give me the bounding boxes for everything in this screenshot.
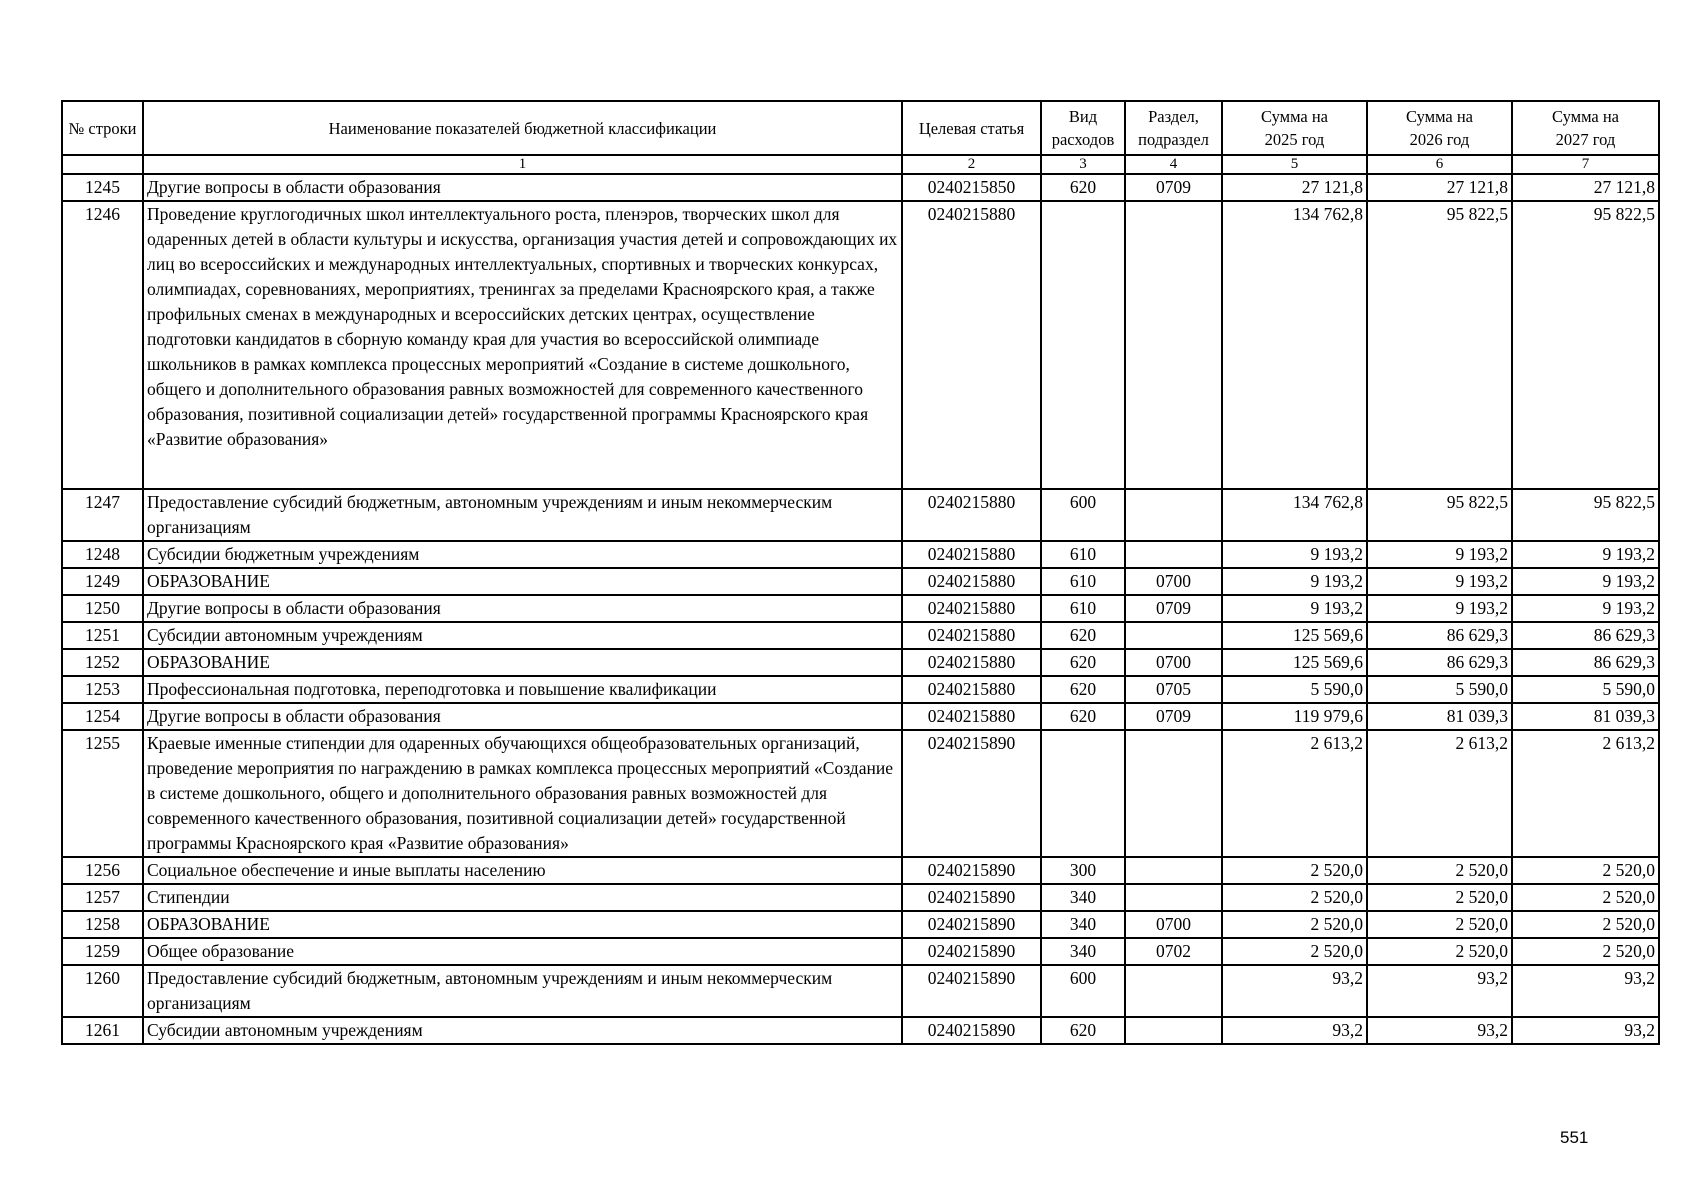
cell-name: Другие вопросы в области образования: [143, 703, 902, 730]
cell-sum-2027: 2 520,0: [1512, 938, 1659, 965]
cell-sum-2026: 2 520,0: [1367, 911, 1512, 938]
header-name: Наименование показателей бюджетной классификации: [143, 101, 902, 155]
header-row: [62, 101, 1659, 155]
cell-name: Субсидии автономным учреждениям: [143, 622, 902, 649]
cell-row-no: 1245: [62, 174, 143, 201]
cell-target: 0240215880: [902, 649, 1041, 676]
column-index: 7: [1512, 155, 1659, 174]
cell-sum-2026: 5 590,0: [1367, 676, 1512, 703]
cell-target: 0240215880: [902, 201, 1041, 489]
cell-type: 610: [1041, 595, 1125, 622]
table-row: [62, 622, 1659, 649]
cell-sum-2025: 134 762,8: [1222, 201, 1367, 489]
table-row: [62, 730, 1659, 857]
table-row: [62, 965, 1659, 1017]
cell-section: [1125, 884, 1222, 911]
cell-target: 0240215890: [902, 911, 1041, 938]
cell-name: Социальное обеспечение и иные выплаты населению: [143, 857, 902, 884]
cell-sum-2025: 9 193,2: [1222, 568, 1367, 595]
cell-type: 600: [1041, 489, 1125, 541]
column-index: 2: [902, 155, 1041, 174]
table-row: [62, 911, 1659, 938]
table-row: [62, 676, 1659, 703]
cell-row-no: 1248: [62, 541, 143, 568]
column-index-empty: [62, 155, 143, 174]
table-row: [62, 489, 1659, 541]
cell-target: 0240215890: [902, 857, 1041, 884]
cell-sum-2027: 93,2: [1512, 965, 1659, 1017]
cell-sum-2027: 9 193,2: [1512, 568, 1659, 595]
cell-sum-2025: 9 193,2: [1222, 595, 1367, 622]
cell-type: 300: [1041, 857, 1125, 884]
cell-sum-2026: 9 193,2: [1367, 568, 1512, 595]
cell-sum-2026: 95 822,5: [1367, 489, 1512, 541]
cell-section: 0700: [1125, 911, 1222, 938]
table-row: [62, 649, 1659, 676]
cell-target: 0240215880: [902, 595, 1041, 622]
cell-section: 0709: [1125, 595, 1222, 622]
header-row-no: № строки: [62, 101, 143, 155]
cell-name: Предоставление субсидий бюджетным, автономным учреждениям и иным некоммерческим организациям: [143, 965, 902, 1017]
cell-sum-2027: 2 613,2: [1512, 730, 1659, 857]
cell-name: Стипендии: [143, 884, 902, 911]
header-sum-2025-line1: Сумма на: [1261, 107, 1328, 126]
cell-row-no: 1253: [62, 676, 143, 703]
cell-row-no: 1252: [62, 649, 143, 676]
cell-sum-2027: 2 520,0: [1512, 884, 1659, 911]
cell-target: 0240215880: [902, 622, 1041, 649]
cell-row-no: 1249: [62, 568, 143, 595]
cell-name: Субсидии бюджетным учреждениям: [143, 541, 902, 568]
cell-sum-2027: 81 039,3: [1512, 703, 1659, 730]
cell-name: Другие вопросы в области образования: [143, 174, 902, 201]
cell-name: Краевые именные стипендии для одаренных обучающихся общеобразовательных организаций, проведение мероприятия по награждению в рамках комплекса процессных мероприятий «Создание в системе дошкольного, общего и дополнительного образования равных возможностей для современного качественного образования, позитивной социализации детей» государственной программы Красноярского края «Развитие образования»: [143, 730, 902, 857]
table-row: [62, 201, 1659, 489]
cell-section: [1125, 1017, 1222, 1044]
column-index-row: [62, 155, 1659, 174]
cell-target: 0240215880: [902, 676, 1041, 703]
cell-row-no: 1258: [62, 911, 143, 938]
cell-sum-2025: 125 569,6: [1222, 622, 1367, 649]
header-sum-2026-line2: 2026 год: [1409, 130, 1470, 149]
cell-sum-2025: 2 520,0: [1222, 857, 1367, 884]
table-row: [62, 857, 1659, 884]
cell-sum-2026: 9 193,2: [1367, 595, 1512, 622]
cell-target: 0240215880: [902, 541, 1041, 568]
cell-sum-2027: 86 629,3: [1512, 622, 1659, 649]
cell-sum-2025: 134 762,8: [1222, 489, 1367, 541]
cell-type: 620: [1041, 676, 1125, 703]
cell-name: Общее образование: [143, 938, 902, 965]
cell-sum-2025: 27 121,8: [1222, 174, 1367, 201]
cell-section: [1125, 489, 1222, 541]
cell-type: [1041, 730, 1125, 857]
cell-sum-2026: 2 520,0: [1367, 884, 1512, 911]
header-section: [1125, 101, 1222, 155]
cell-section: [1125, 622, 1222, 649]
column-index: 6: [1367, 155, 1512, 174]
cell-section: 0702: [1125, 938, 1222, 965]
cell-sum-2025: 5 590,0: [1222, 676, 1367, 703]
cell-sum-2027: 27 121,8: [1512, 174, 1659, 201]
cell-sum-2026: 95 822,5: [1367, 201, 1512, 489]
column-index: 4: [1125, 155, 1222, 174]
cell-sum-2027: 93,2: [1512, 1017, 1659, 1044]
cell-sum-2025: 2 520,0: [1222, 938, 1367, 965]
cell-section: [1125, 857, 1222, 884]
header-sum-2027-line2: 2027 год: [1555, 130, 1616, 149]
cell-type: 610: [1041, 541, 1125, 568]
cell-name: Профессиональная подготовка, переподготовка и повышение квалификации: [143, 676, 902, 703]
cell-section: [1125, 201, 1222, 489]
cell-type: [1041, 201, 1125, 489]
header-target: Целевая статья: [902, 101, 1041, 155]
cell-type: 620: [1041, 1017, 1125, 1044]
header-type-line2: расходов: [1051, 130, 1115, 149]
table-row: [62, 703, 1659, 730]
cell-target: 0240215890: [902, 1017, 1041, 1044]
header-section-line2: подраздел: [1138, 130, 1209, 149]
cell-name: ОБРАЗОВАНИЕ: [143, 911, 902, 938]
cell-sum-2025: 2 520,0: [1222, 911, 1367, 938]
table-row: [62, 1017, 1659, 1044]
table-row: [62, 884, 1659, 911]
cell-row-no: 1247: [62, 489, 143, 541]
header-type-line1: Вид: [1068, 107, 1098, 126]
header-sum-2025-line2: 2025 год: [1264, 130, 1325, 149]
cell-type: 340: [1041, 938, 1125, 965]
cell-sum-2025: 2 520,0: [1222, 884, 1367, 911]
table-row: [62, 541, 1659, 568]
table-body: [62, 174, 1659, 1044]
header-type: [1041, 101, 1125, 155]
cell-sum-2025: 93,2: [1222, 1017, 1367, 1044]
cell-sum-2025: 9 193,2: [1222, 541, 1367, 568]
cell-row-no: 1255: [62, 730, 143, 857]
cell-name: Проведение круглогодичных школ интеллектуального роста, пленэров, творческих школ для одаренных детей в области культуры и искусства, организация участия детей и сопровождающих их лиц во всероссийских и международных интеллектуальных, спортивных и творческих конкурсах, олимпиадах, соревнованиях, мероприятиях, тренингах за пределами Красноярского края, а также профильных сменах в международных и всероссийских детских центрах, осуществление подготовки кандидатов в сборную команду края для участия во всероссийской олимпиаде школьников в рамках комплекса процессных мероприятий «Создание в системе дошкольного, общего и дополнительного образования равных возможностей для современного качественного образования, позитивной социализации детей» государственной программы Красноярского края «Развитие образования»: [143, 201, 902, 489]
cell-row-no: 1251: [62, 622, 143, 649]
cell-row-no: 1259: [62, 938, 143, 965]
cell-target: 0240215850: [902, 174, 1041, 201]
cell-type: 340: [1041, 911, 1125, 938]
header-sum-2027-line1: Сумма на: [1552, 107, 1619, 126]
cell-section: 0709: [1125, 174, 1222, 201]
cell-type: 600: [1041, 965, 1125, 1017]
cell-row-no: 1260: [62, 965, 143, 1017]
cell-target: 0240215890: [902, 938, 1041, 965]
cell-sum-2025: 93,2: [1222, 965, 1367, 1017]
cell-sum-2026: 2 520,0: [1367, 938, 1512, 965]
cell-sum-2026: 9 193,2: [1367, 541, 1512, 568]
cell-row-no: 1246: [62, 201, 143, 489]
cell-row-no: 1250: [62, 595, 143, 622]
cell-section: 0700: [1125, 649, 1222, 676]
cell-row-no: 1261: [62, 1017, 143, 1044]
cell-row-no: 1257: [62, 884, 143, 911]
table-row: [62, 174, 1659, 201]
cell-name: ОБРАЗОВАНИЕ: [143, 649, 902, 676]
cell-section: [1125, 730, 1222, 857]
cell-target: 0240215890: [902, 965, 1041, 1017]
cell-sum-2027: 9 193,2: [1512, 541, 1659, 568]
column-index: 5: [1222, 155, 1367, 174]
cell-target: 0240215880: [902, 703, 1041, 730]
budget-sheet: [61, 100, 1660, 1045]
cell-section: 0700: [1125, 568, 1222, 595]
header-sum-2025: [1222, 101, 1367, 155]
cell-type: 620: [1041, 649, 1125, 676]
cell-type: 620: [1041, 622, 1125, 649]
cell-target: 0240215880: [902, 568, 1041, 595]
cell-sum-2025: 119 979,6: [1222, 703, 1367, 730]
cell-name: ОБРАЗОВАНИЕ: [143, 568, 902, 595]
cell-name: Предоставление субсидий бюджетным, автономным учреждениям и иным некоммерческим организациям: [143, 489, 902, 541]
cell-sum-2026: 2 520,0: [1367, 857, 1512, 884]
header-section-line1: Раздел,: [1148, 107, 1199, 126]
cell-sum-2025: 125 569,6: [1222, 649, 1367, 676]
header-sum-2026-line1: Сумма на: [1406, 107, 1473, 126]
cell-sum-2027: 2 520,0: [1512, 857, 1659, 884]
header-sum-2027: [1512, 101, 1659, 155]
header-sum-2026: [1367, 101, 1512, 155]
cell-sum-2026: 27 121,8: [1367, 174, 1512, 201]
cell-section: [1125, 541, 1222, 568]
cell-target: 0240215890: [902, 884, 1041, 911]
cell-sum-2026: 2 613,2: [1367, 730, 1512, 857]
cell-sum-2026: 93,2: [1367, 965, 1512, 1017]
cell-target: 0240215880: [902, 489, 1041, 541]
table-row: [62, 568, 1659, 595]
cell-row-no: 1256: [62, 857, 143, 884]
cell-section: 0705: [1125, 676, 1222, 703]
cell-type: 620: [1041, 174, 1125, 201]
cell-type: 610: [1041, 568, 1125, 595]
cell-sum-2027: 86 629,3: [1512, 649, 1659, 676]
column-index: 1: [143, 155, 902, 174]
budget-table: [61, 100, 1660, 1045]
cell-sum-2027: 95 822,5: [1512, 489, 1659, 541]
cell-sum-2027: 2 520,0: [1512, 911, 1659, 938]
cell-sum-2026: 86 629,3: [1367, 649, 1512, 676]
cell-row-no: 1254: [62, 703, 143, 730]
page-number: 551: [1560, 1128, 1589, 1147]
table-row: [62, 595, 1659, 622]
cell-sum-2027: 9 193,2: [1512, 595, 1659, 622]
cell-name: Субсидии автономным учреждениям: [143, 1017, 902, 1044]
cell-sum-2026: 93,2: [1367, 1017, 1512, 1044]
cell-section: [1125, 965, 1222, 1017]
table-row: [62, 938, 1659, 965]
cell-target: 0240215890: [902, 730, 1041, 857]
column-index: 3: [1041, 155, 1125, 174]
cell-section: 0709: [1125, 703, 1222, 730]
cell-sum-2026: 86 629,3: [1367, 622, 1512, 649]
cell-type: 340: [1041, 884, 1125, 911]
cell-type: 620: [1041, 703, 1125, 730]
cell-name: Другие вопросы в области образования: [143, 595, 902, 622]
cell-sum-2027: 95 822,5: [1512, 201, 1659, 489]
cell-sum-2025: 2 613,2: [1222, 730, 1367, 857]
cell-sum-2026: 81 039,3: [1367, 703, 1512, 730]
cell-sum-2027: 5 590,0: [1512, 676, 1659, 703]
